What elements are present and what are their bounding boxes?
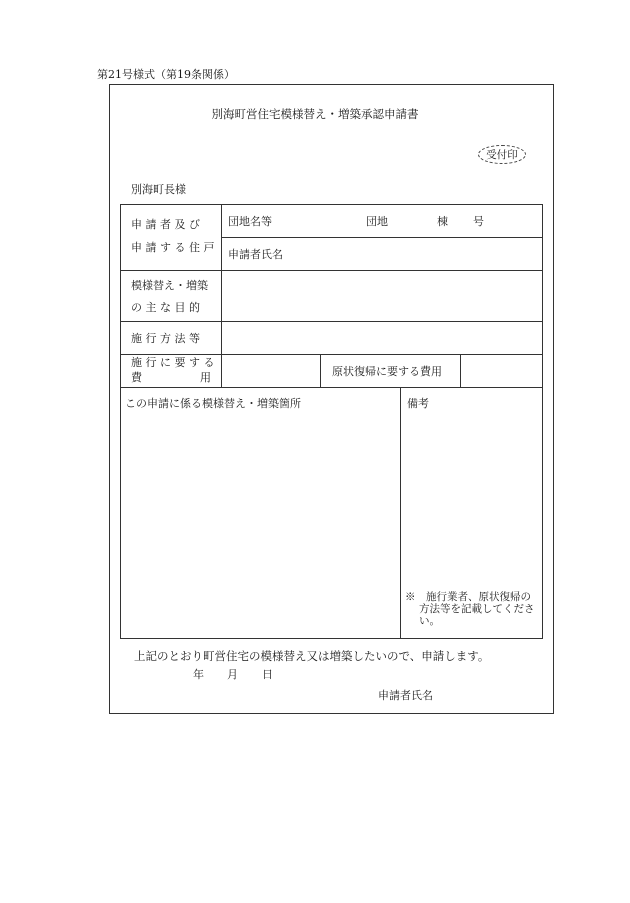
- purpose-label-line1: 模様替え・増築: [131, 279, 208, 292]
- remarks-label: 備考: [407, 397, 429, 410]
- remarks-note: [405, 591, 541, 627]
- cost-divider-1: [320, 354, 321, 387]
- complex-name-label: 団地名等: [228, 215, 272, 228]
- row-divider-2: [120, 321, 543, 322]
- remarks-divider: [400, 387, 401, 639]
- complex-unit: 団地: [366, 215, 388, 228]
- building-unit: 棟: [437, 215, 448, 228]
- date-month: 月: [227, 668, 238, 681]
- cost-label-line2b: 用: [200, 371, 211, 384]
- location-label: この申請に係る模様替え・増築箇所: [125, 397, 301, 410]
- label-column-divider: [221, 204, 222, 387]
- restore-cost-label: 原状復帰に要する費用: [332, 365, 442, 378]
- method-label: 施 行 方 法 等: [131, 332, 200, 345]
- reception-stamp: [478, 145, 526, 164]
- signature-label: 申請者氏名: [378, 689, 433, 702]
- declaration-statement: 上記のとおり町営住宅の模様替え又は増築したいので、申請します。: [134, 649, 490, 663]
- cost-divider-2: [460, 354, 461, 387]
- date-year: 年: [193, 668, 204, 681]
- applicant-label-line1: 申 請 者 及 び: [131, 218, 200, 231]
- row-divider-applicant: [221, 237, 543, 238]
- row-divider-1: [120, 270, 543, 271]
- row-divider-4: [120, 387, 543, 388]
- applicant-label-line2: 申 請 す る 住 戸: [131, 241, 215, 254]
- applicant-name-label: 申請者氏名: [228, 248, 283, 261]
- row-divider-3: [120, 354, 543, 355]
- cost-label-line1: 施 行 に 要 す る: [131, 356, 215, 369]
- number-unit: 号: [473, 215, 484, 228]
- cost-label-line2a: 費: [131, 371, 142, 384]
- date-day: 日: [262, 668, 273, 681]
- form-title: 別海町営住宅模様替え・増築承認申請書: [211, 107, 419, 121]
- purpose-label-line2: の 主 な 目 的: [131, 301, 200, 314]
- addressee: 別海町長様: [131, 183, 186, 196]
- reception-stamp-label: 受付印: [486, 149, 518, 161]
- remarks-note-text: ※ 施行業者、原状復帰の方法等を記載してください。: [405, 591, 535, 627]
- form-number: 第21号様式（第19条関係）: [97, 68, 235, 81]
